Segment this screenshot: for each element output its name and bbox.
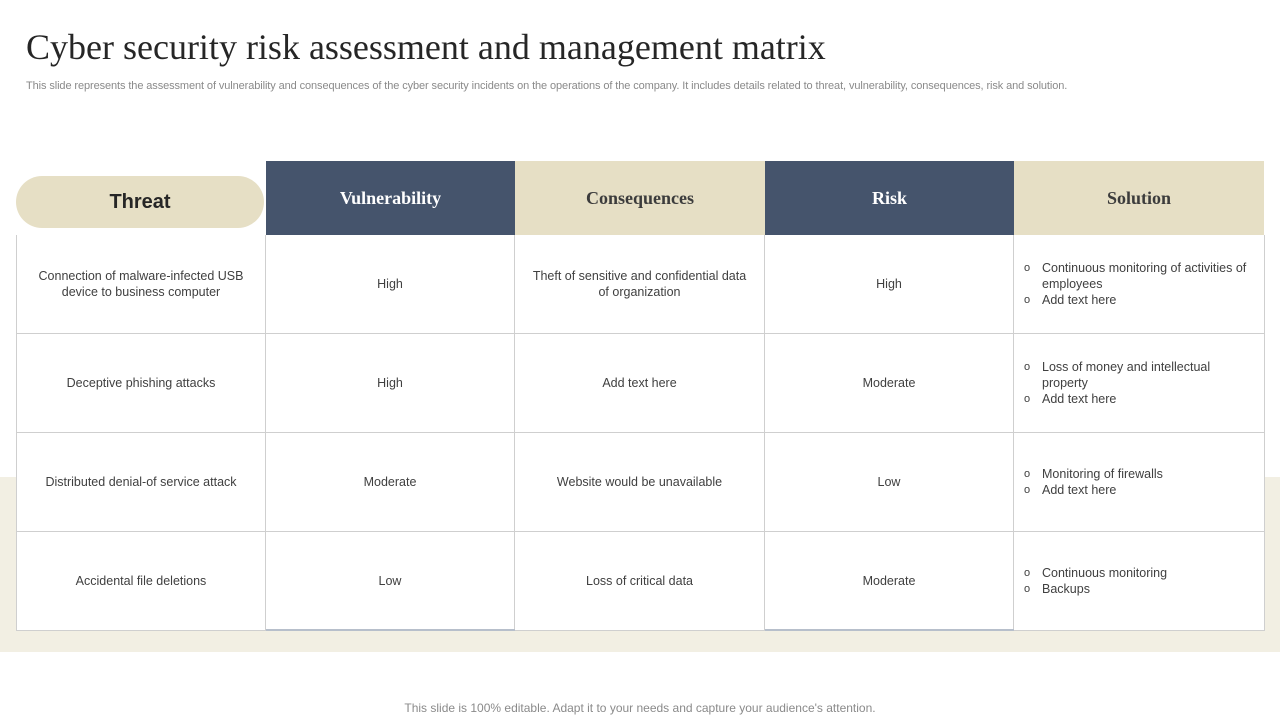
vulnerability-column-underline xyxy=(266,629,515,631)
solution-bullet: o Continuous monitoring of activities of employees xyxy=(1024,260,1254,292)
risk-matrix-table xyxy=(16,235,1265,631)
header-solution: Solution xyxy=(1014,161,1264,235)
table-cell-threat: Connection of malware-infected USB device to business computer xyxy=(16,235,266,334)
solution-bullet: o Monitoring of firewalls xyxy=(1024,466,1163,482)
table-cell-risk: High xyxy=(765,235,1014,334)
solution-bullet: o Loss of money and intellectual property xyxy=(1024,359,1254,391)
solution-list xyxy=(1024,359,1254,407)
table-cell-solution xyxy=(1014,433,1265,532)
table-cell-vulnerability: Moderate xyxy=(266,433,515,532)
slide-title: Cyber security risk assessment and management matrix xyxy=(26,27,826,67)
table-cell-solution xyxy=(1014,235,1265,334)
slide-footer: This slide is 100% editable. Adapt it to your needs and capture your audience's attention. xyxy=(404,701,876,715)
solution-bullet: o Add text here xyxy=(1024,482,1163,498)
table-cell-threat: Deceptive phishing attacks xyxy=(16,334,266,433)
slide-subtitle: This slide represents the assessment of vulnerability and consequences of the cyber security incidents on the operations of the company. It includes details related to threat, vulnerability, consequences, risk and solution. xyxy=(26,80,1068,92)
solution-bullet: o Add text here xyxy=(1024,292,1254,308)
header-threat: Threat xyxy=(16,176,264,228)
header-risk: Risk xyxy=(765,161,1014,235)
table-cell-vulnerability: High xyxy=(266,235,515,334)
header-consequences: Consequences xyxy=(515,161,765,235)
solution-list xyxy=(1024,466,1163,498)
table-cell-solution xyxy=(1014,532,1265,631)
table-cell-consequences: Theft of sensitive and confidential data of organization xyxy=(515,235,765,334)
table-cell-vulnerability: Low xyxy=(266,532,515,631)
solution-list xyxy=(1024,565,1167,597)
solution-bullet: o Add text here xyxy=(1024,391,1254,407)
table-cell-consequences: Loss of critical data xyxy=(515,532,765,631)
solution-bullet: o Continuous monitoring xyxy=(1024,565,1167,581)
solution-bullet: o Backups xyxy=(1024,581,1167,597)
table-cell-consequences: Add text here xyxy=(515,334,765,433)
table-cell-risk: Moderate xyxy=(765,532,1014,631)
risk-column-underline xyxy=(765,629,1014,631)
table-cell-threat: Accidental file deletions xyxy=(16,532,266,631)
table-cell-consequences: Website would be unavailable xyxy=(515,433,765,532)
table-cell-risk: Low xyxy=(765,433,1014,532)
table-cell-risk: Moderate xyxy=(765,334,1014,433)
solution-list xyxy=(1024,260,1254,308)
header-vulnerability: Vulnerability xyxy=(266,161,515,235)
table-cell-threat: Distributed denial-of service attack xyxy=(16,433,266,532)
table-cell-vulnerability: High xyxy=(266,334,515,433)
table-cell-solution xyxy=(1014,334,1265,433)
